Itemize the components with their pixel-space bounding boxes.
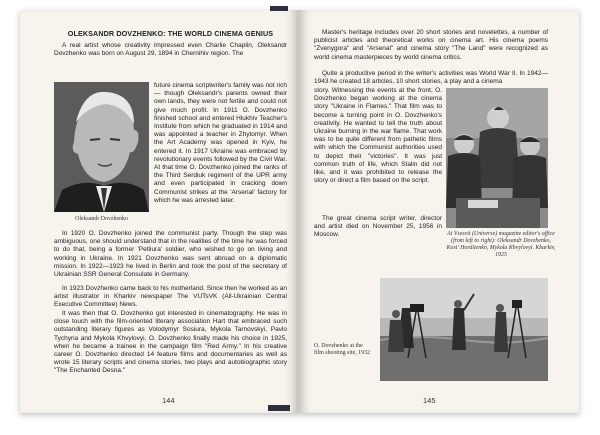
book-spread (20, 10, 579, 413)
left-paragraph-1-top: A real artist whose creativity impressed even Charlie Chaplin, Oleksandr Dovzhenko was born on August 29, 1894 in Chernihiv region. The (54, 42, 287, 58)
film-shooting-site-photo (380, 278, 548, 381)
bookmark-ribbon-top (270, 6, 288, 11)
right-page (300, 10, 579, 413)
right-paragraph-1: Master's heritage includes over 20 short stories and novelettes, a number of publicist articles and theoretical works on cinema art. His cinema poems "Zvenygora" and "Arsenal" and cinema story "The Land" were recognized as world cinema masterpieces by world cinema critics. (314, 29, 548, 61)
portrait-caption: Oleksandr Dovzhenko (75, 216, 128, 222)
left-page-number: 144 (162, 396, 175, 405)
right-page-number: 145 (423, 396, 436, 405)
right-paragraph-2-side: story. Witnessing the events at the front, O. Dovzhenko began working at the cinema story "Ukraine in Flames." That film was to become a turning point in O. Dovzhenko's creativity. He wanted to tell the truth about Ukraine burning in the war flame. That work was to be quite different from pathetic films with which the Communist authorities used to depict their "victories". It was just common truth of life, which Stalin did not like, and it was prohibited to release the story or direct a film based on the script. (314, 87, 442, 185)
shooting-site-caption: O. Dovzhenko at the film shooting site, 1932 (314, 343, 370, 356)
left-page (20, 10, 297, 413)
left-paragraph-1-side: future cinema scriptwriter's family was not rich — though Oleksandr's parents owned their own lands, they were not fertile and could not give much profit. In 1911 O. Dovzhenko finished school and entered Hlukhiv Teacher's Institute from which he graduated in 1914 and was appointed a teacher in Zhytomyr. When the Art Academy was opened in Kyiv, he entered it. In 1917 Ukraine was embraced by revolutionary events followed by the Civil War. At that time O. Dovzhenko joined the ranks of the Third Serdiuk regiment of the UPR army and even participated in cracking down Communist strikes at the 'Arsenal' factory for which he was arrested later. (154, 82, 287, 204)
editorial-office-group-photo (446, 88, 548, 228)
bookmark-ribbon-bottom (268, 405, 290, 411)
right-paragraph-3: The great cinema script writer, director and artist died on November 25, 1956 in Moscow. (314, 215, 442, 239)
chapter-title: OLEKSANDR DOVZHENKO: THE WORLD CINEMA GENIUS (67, 29, 274, 38)
left-paragraph-4: It was then that O. Dovzhenko got interested in cinematography. He was in close touch with the film-oriented literary association Hart that embraced such outstanding literary figures as Volodymyr Sosiura, Mykola Tarnovskyi, Pavlo Tychyna and Mykola Khvylovyi. O. Dovzhenko finally made his choice in 1925, when he became a trainee in the campaign film "Red Army." In his creative career O. Dovzhenko directed 14 feature films and documentaries as well as wrote 15 literary scripts and cinema stories, two plays and autobiographic story "The Enchanted Desna." (54, 310, 287, 375)
right-paragraph-2-top: Quite a productive period in the writer's activities was World War II. In 1942—1943 he created 18 articles, 10 short stories, a play and a cinema (314, 70, 548, 86)
left-paragraph-3: In 1923 Dovzhenko came back to his motherland. Since then he worked as an artist illustrator in Kharkiv newspaper The VUTsVK (All-Ukrainian Central Executive Committee) News. (54, 285, 287, 309)
left-paragraph-2: In 1920 O. Dovzhenko joined the communist party. Though the step was ambiguous, one should understand that in the realities of the time he was forced to do that, being a former 'Petliura' soldier, who wished to go on living and working in Ukraine. In 1921 Dovzhenko was sent abroad on a diplomatic mission. In 1922—1923 he lived in Berlin and took the post of the secretary of Ukrainian SSR General Consulate in Germany. (54, 230, 287, 279)
dovzhenko-portrait-photo (54, 82, 149, 212)
group-photo-caption: At Vsesvit (Universe) magazine editor's office (from left to right): Oleksandr Dovzhenko, Kost' Hordiienko, Mykola Khvylovyi. Kharkiv, 1925 (446, 231, 556, 258)
